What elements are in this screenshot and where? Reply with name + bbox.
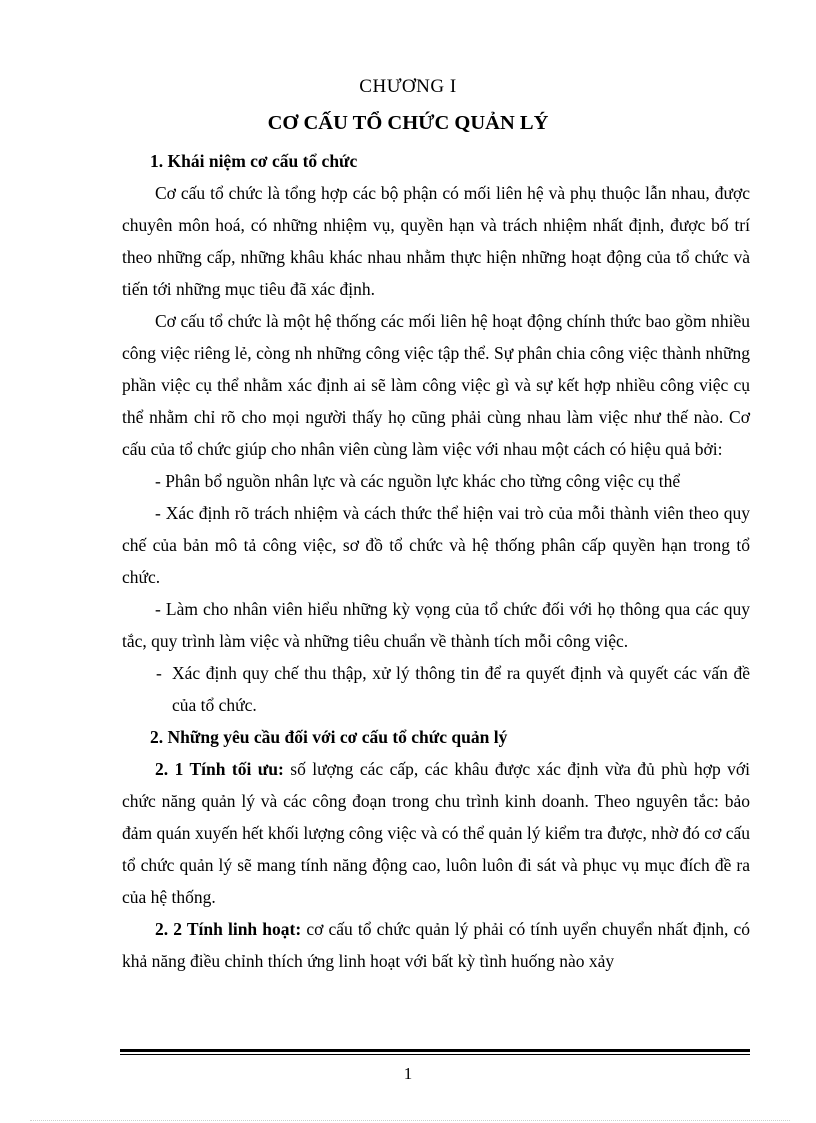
section-2-heading: 2. Những yêu cầu đối với cơ cấu tổ chức quản lý bbox=[150, 727, 508, 747]
section-2-1-paragraph bbox=[122, 753, 750, 913]
section-2-2-paragraph bbox=[122, 913, 750, 977]
section-2-2-text: cơ cấu tổ chức quản lý phải có tính uyển chuyển nhất định, có khả năng điều chỉnh thích ứng linh hoạt với bất kỳ tình huống nào xảy bbox=[122, 919, 751, 971]
section-1-paragraph-2: Cơ cấu tổ chức là một hệ thống các mối liên hệ hoạt động chính thức bao gồm nhiều công việc riêng lẻ, còng nh những công việc tập thể. Sự phân chia công việc thành những phần việc cụ thể nhằm xác định ai sẽ làm công việc gì và sự kết hợp nhiều công việc cụ thể nhằm chỉ rõ cho mọi người thấy họ cũng phải cùng nhau làm việc như thế nào. Cơ cấu của tổ chức giúp cho nhân viên cùng làm việc với nhau một cách có hiệu quả bởi: bbox=[122, 311, 750, 459]
section-1-paragraph-1: Cơ cấu tổ chức là tổng hợp các bộ phận có mối liên hệ và phụ thuộc lẫn nhau, được chuyên môn hoá, có những nhiệm vụ, quyền hạn và trách nhiệm nhất định, được bố trí theo những cấp, những khâu khác nhau nhằm thực hiện những hoạt động của tổ chức và tiến tới những mục tiêu đã xác định. bbox=[122, 183, 750, 299]
bullet-item-2: - Xác định rõ trách nhiệm và cách thức thể hiện vai trò của mỗi thành viên theo quy chế của bản mô tả công việc, sơ đồ tổ chức và hệ thống phân cấp quyền hạn trong tổ chức. bbox=[122, 503, 750, 587]
bullet-item-4-text: Xác định quy chế thu thập, xử lý thông tin để ra quyết định và quyết các vấn đề của tổ chức. bbox=[172, 663, 750, 715]
chapter-title: CƠ CẤU TỔ CHỨC QUẢN LÝ bbox=[267, 112, 549, 134]
footer-rule-thick bbox=[120, 1049, 750, 1052]
page-number: 1 bbox=[403, 1064, 413, 1083]
page-edge-divider bbox=[30, 1120, 790, 1121]
bullet-item-4 bbox=[122, 657, 750, 721]
section-2-1-label: 2. 1 Tính tối ưu: bbox=[155, 759, 284, 779]
section-2-1-text: số lượng các cấp, các khâu được xác định vừa đủ phù hợp với chức năng quản lý và các công đoạn trong chu trình kinh doanh. Theo nguyên tắc: bảo đảm quán xuyến hết khối lượng công việc và có thể quản lý kiểm tra được, nhờ đó cơ cấu tổ chức quản lý sẽ mang tính năng động cao, luôn luôn đi sát và phục vụ mục đích đề ra của hệ thống. bbox=[122, 759, 751, 907]
bullet-item-3: - Làm cho nhân viên hiểu những kỳ vọng của tổ chức đối với họ thông qua các quy tắc, quy trình làm việc và những tiêu chuẩn về thành tích mỗi công việc. bbox=[122, 599, 750, 651]
section-1-heading: 1. Khái niệm cơ cấu tổ chức bbox=[150, 151, 358, 171]
bullet-item-1: - Phân bổ nguồn nhân lực và các nguồn lực khác cho từng công việc cụ thể bbox=[155, 471, 681, 491]
footer-rule-thin bbox=[120, 1054, 750, 1055]
chapter-label: CHƯƠNG I bbox=[359, 76, 457, 97]
document-body bbox=[122, 145, 750, 977]
section-2-2-label: 2. 2 Tính linh hoạt: bbox=[155, 919, 302, 939]
bullet-dash: - bbox=[156, 663, 162, 683]
